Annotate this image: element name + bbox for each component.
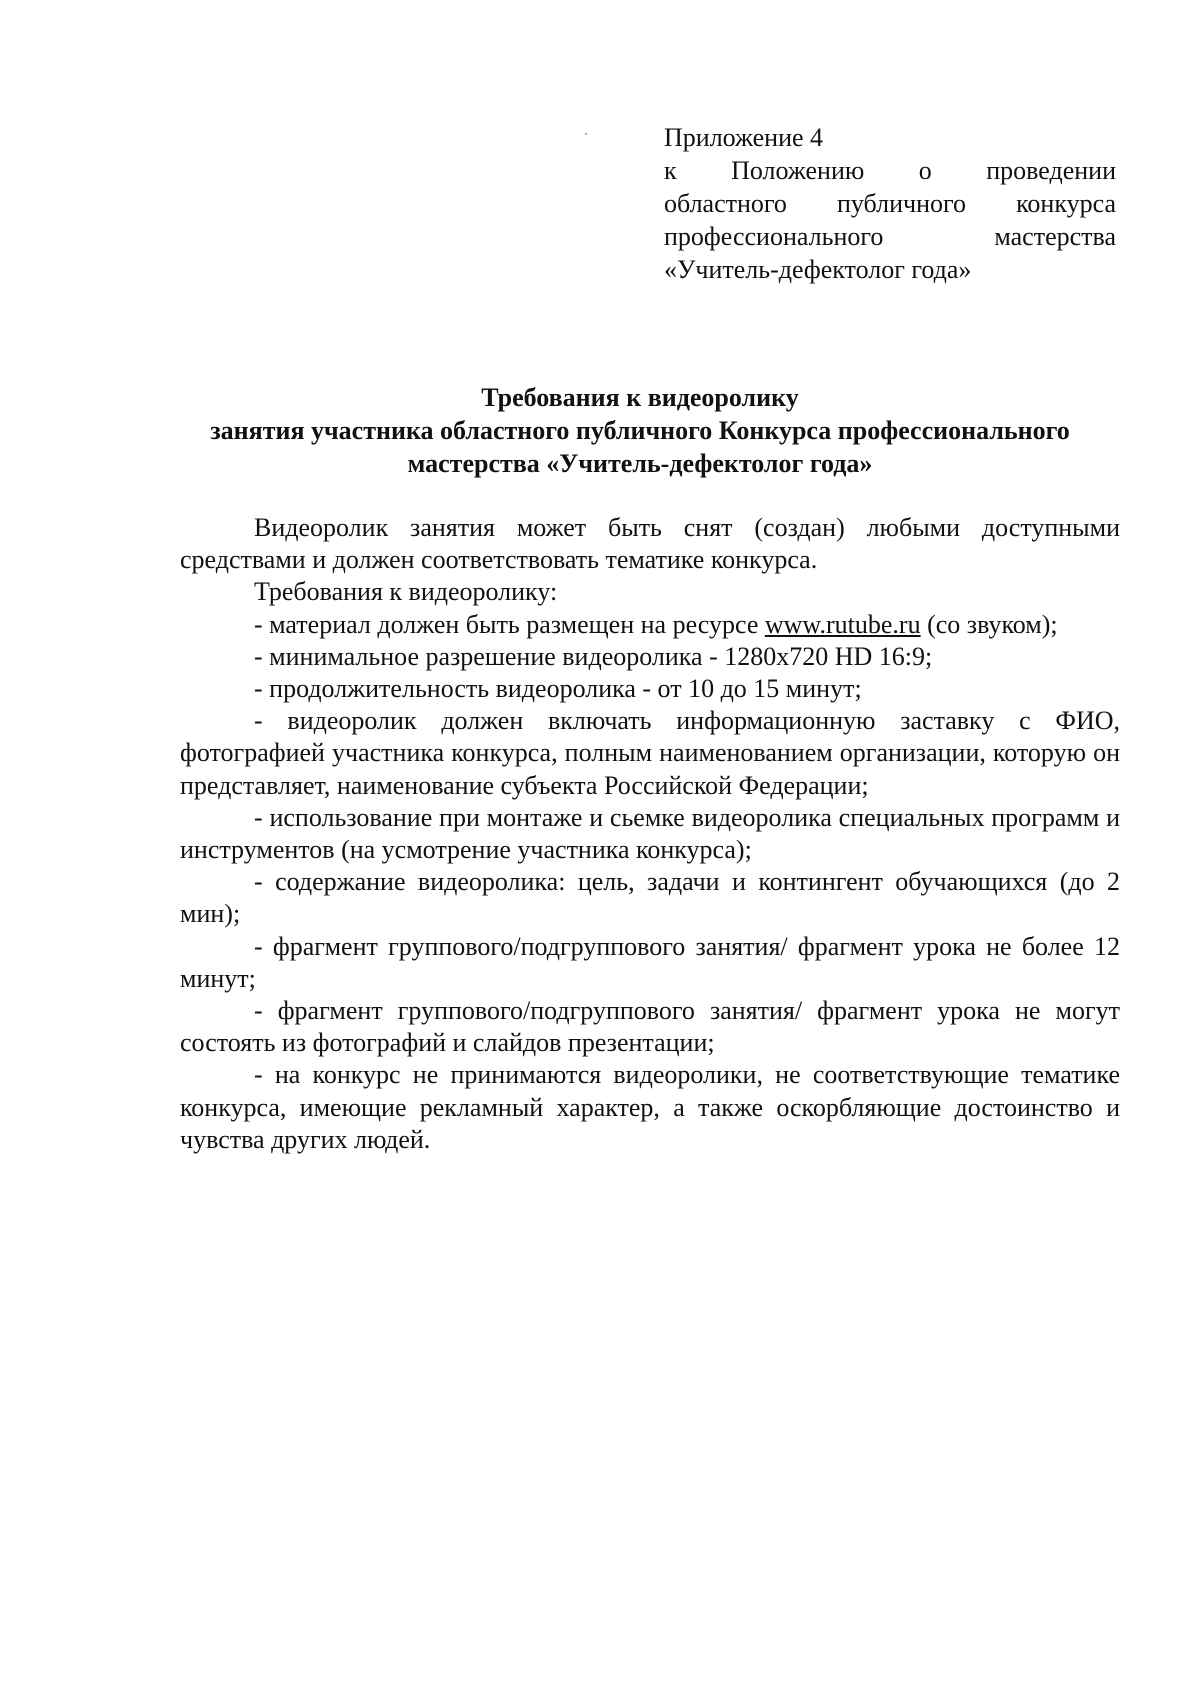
appendix-line-5: «Учитель-дефектолог года» bbox=[664, 255, 972, 284]
requirement-item-9: - на конкурс не принимаются видеоролики, не соответствующие тематике конкурса, имеющие рекламный характер, а также оскорбляющие достоинство и чувства других людей. bbox=[180, 1060, 1120, 1154]
heading-line-1: Требования к видеоролику bbox=[481, 383, 799, 412]
appendix-word: проведении bbox=[986, 156, 1116, 185]
intro-paragraph: Видеоролик занятия может быть снят (создан) любыми доступными средствами и должен соответствовать тематике конкурса. bbox=[180, 513, 1120, 575]
appendix-word: Положению bbox=[731, 156, 865, 185]
requirement-item-4: - видеоролик должен включать информационную заставку с ФИО, фотографией участника конкурса, полным наименованием организации, которую он представляет, наименование субъекта Российской Федерации; bbox=[180, 706, 1120, 800]
requirement-item-3: - продолжительность видеоролика - от 10 до 15 минут; bbox=[254, 674, 862, 704]
appendix-word: мастерства bbox=[994, 222, 1116, 251]
document-heading bbox=[160, 381, 1120, 480]
requirement-item-6: - содержание видеоролика: цель, задачи и контингент обучающихся (до 2 мин); bbox=[180, 867, 1120, 929]
requirement-item-1-text: - материал должен быть размещен на ресурсе bbox=[254, 609, 765, 639]
appendix-word: профессионального bbox=[664, 222, 884, 251]
appendix-word: о bbox=[918, 156, 932, 185]
requirement-item-5: - использование при монтаже и сьемке видеоролика специальных программ и инструментов (на усмотрение участника конкурса); bbox=[180, 802, 1120, 865]
appendix-word: конкурса bbox=[1016, 189, 1116, 218]
rutube-link[interactable]: www.rutube.ru bbox=[764, 609, 921, 639]
requirements-label: Требования к видеоролику: bbox=[254, 577, 558, 607]
scan-speck bbox=[585, 133, 587, 135]
document-body bbox=[180, 512, 1120, 1156]
appendix-word: областного bbox=[664, 189, 787, 218]
requirement-item-7: - фрагмент группового/подгруппового занятия/ фрагмент урока не более 12 минут; bbox=[180, 931, 1120, 993]
heading-line-2: занятия участника областного публичного Конкурса профессионального bbox=[210, 416, 1070, 445]
appendix-line-3 bbox=[664, 187, 1116, 220]
requirement-item-2: - минимальное разрешение видеоролика - 1280x720 HD 16:9; bbox=[254, 641, 933, 671]
appendix-word: к bbox=[664, 156, 677, 185]
requirement-item-1 bbox=[180, 609, 1120, 641]
requirement-item-1-suffix: (со звуком); bbox=[920, 609, 1058, 639]
requirement-item-8: - фрагмент группового/подгруппового занятия/ фрагмент урока не могут состоять из фотографий и слайдов презентации; bbox=[180, 996, 1120, 1058]
heading-line-3: мастерства «Учитель-дефектолог года» bbox=[407, 449, 873, 478]
appendix-header bbox=[664, 121, 1116, 286]
appendix-word: публичного bbox=[836, 189, 967, 218]
appendix-line-4 bbox=[664, 220, 1116, 253]
appendix-title: Приложение 4 bbox=[664, 123, 824, 152]
appendix-line-2 bbox=[664, 154, 1116, 187]
